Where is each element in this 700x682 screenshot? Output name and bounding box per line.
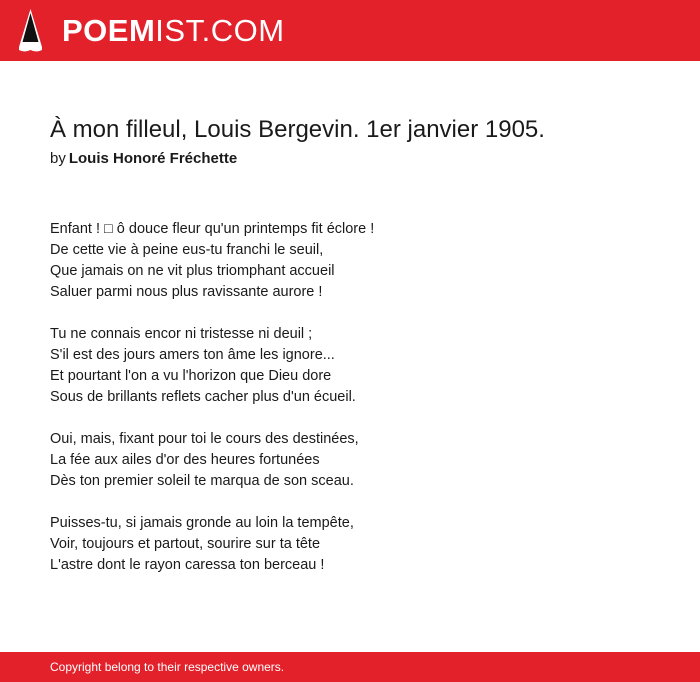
poem-line: Que jamais on ne vit plus triomphant accueil (50, 263, 335, 279)
poem-line: Enfant ! □ ô douce fleur qu'un printemps fit éclore ! (50, 221, 375, 237)
stanza (50, 429, 670, 492)
byline-label: by (50, 150, 66, 167)
poem-line: Puisses-tu, si jamais gronde au loin la tempête, (50, 515, 354, 531)
stanza (50, 324, 670, 408)
site-footer (0, 652, 700, 682)
poem-title: À mon filleul, Louis Bergevin. 1er janvier 1905. (50, 116, 545, 143)
poem-line: Voir, toujours et partout, sourire sur ta tête (50, 536, 321, 552)
logo-text-light: IST.COM (155, 13, 285, 48)
poem-line: Tu ne connais encor ni tristesse ni deuil ; (50, 326, 313, 342)
poem-line: De cette vie à peine eus-tu franchi le seuil, (50, 242, 324, 258)
poem-line: Dès ton premier soleil te marqua de son sceau. (50, 473, 354, 489)
byline (50, 150, 237, 167)
poem-line: S'il est des jours amers ton âme les ignore... (50, 347, 335, 363)
poem-line: Et pourtant l'on a vu l'horizon que Dieu dore (50, 368, 332, 384)
poem-line: Oui, mais, fixant pour toi le cours des destinées, (50, 431, 359, 447)
author-name: Louis Honoré Fréchette (68, 150, 238, 167)
poem-line: La fée aux ailes d'or des heures fortunées (50, 452, 320, 468)
pencil-tip-icon[interactable] (18, 9, 43, 53)
poem-line: L'astre dont le rayon caressa ton berceau ! (50, 557, 325, 573)
site-header (0, 0, 700, 61)
poem-line: Saluer parmi nous plus ravissante aurore ! (50, 284, 323, 300)
poem-line: Sous de brillants reflets cacher plus d'un écueil. (50, 389, 356, 405)
logo-text-bold: POEM (62, 13, 156, 48)
stanza (50, 513, 670, 576)
poem-body (50, 219, 670, 597)
copyright-notice: Copyright belong to their respective owners. (50, 660, 285, 674)
stanza (50, 219, 670, 303)
site-logo[interactable] (62, 12, 285, 50)
